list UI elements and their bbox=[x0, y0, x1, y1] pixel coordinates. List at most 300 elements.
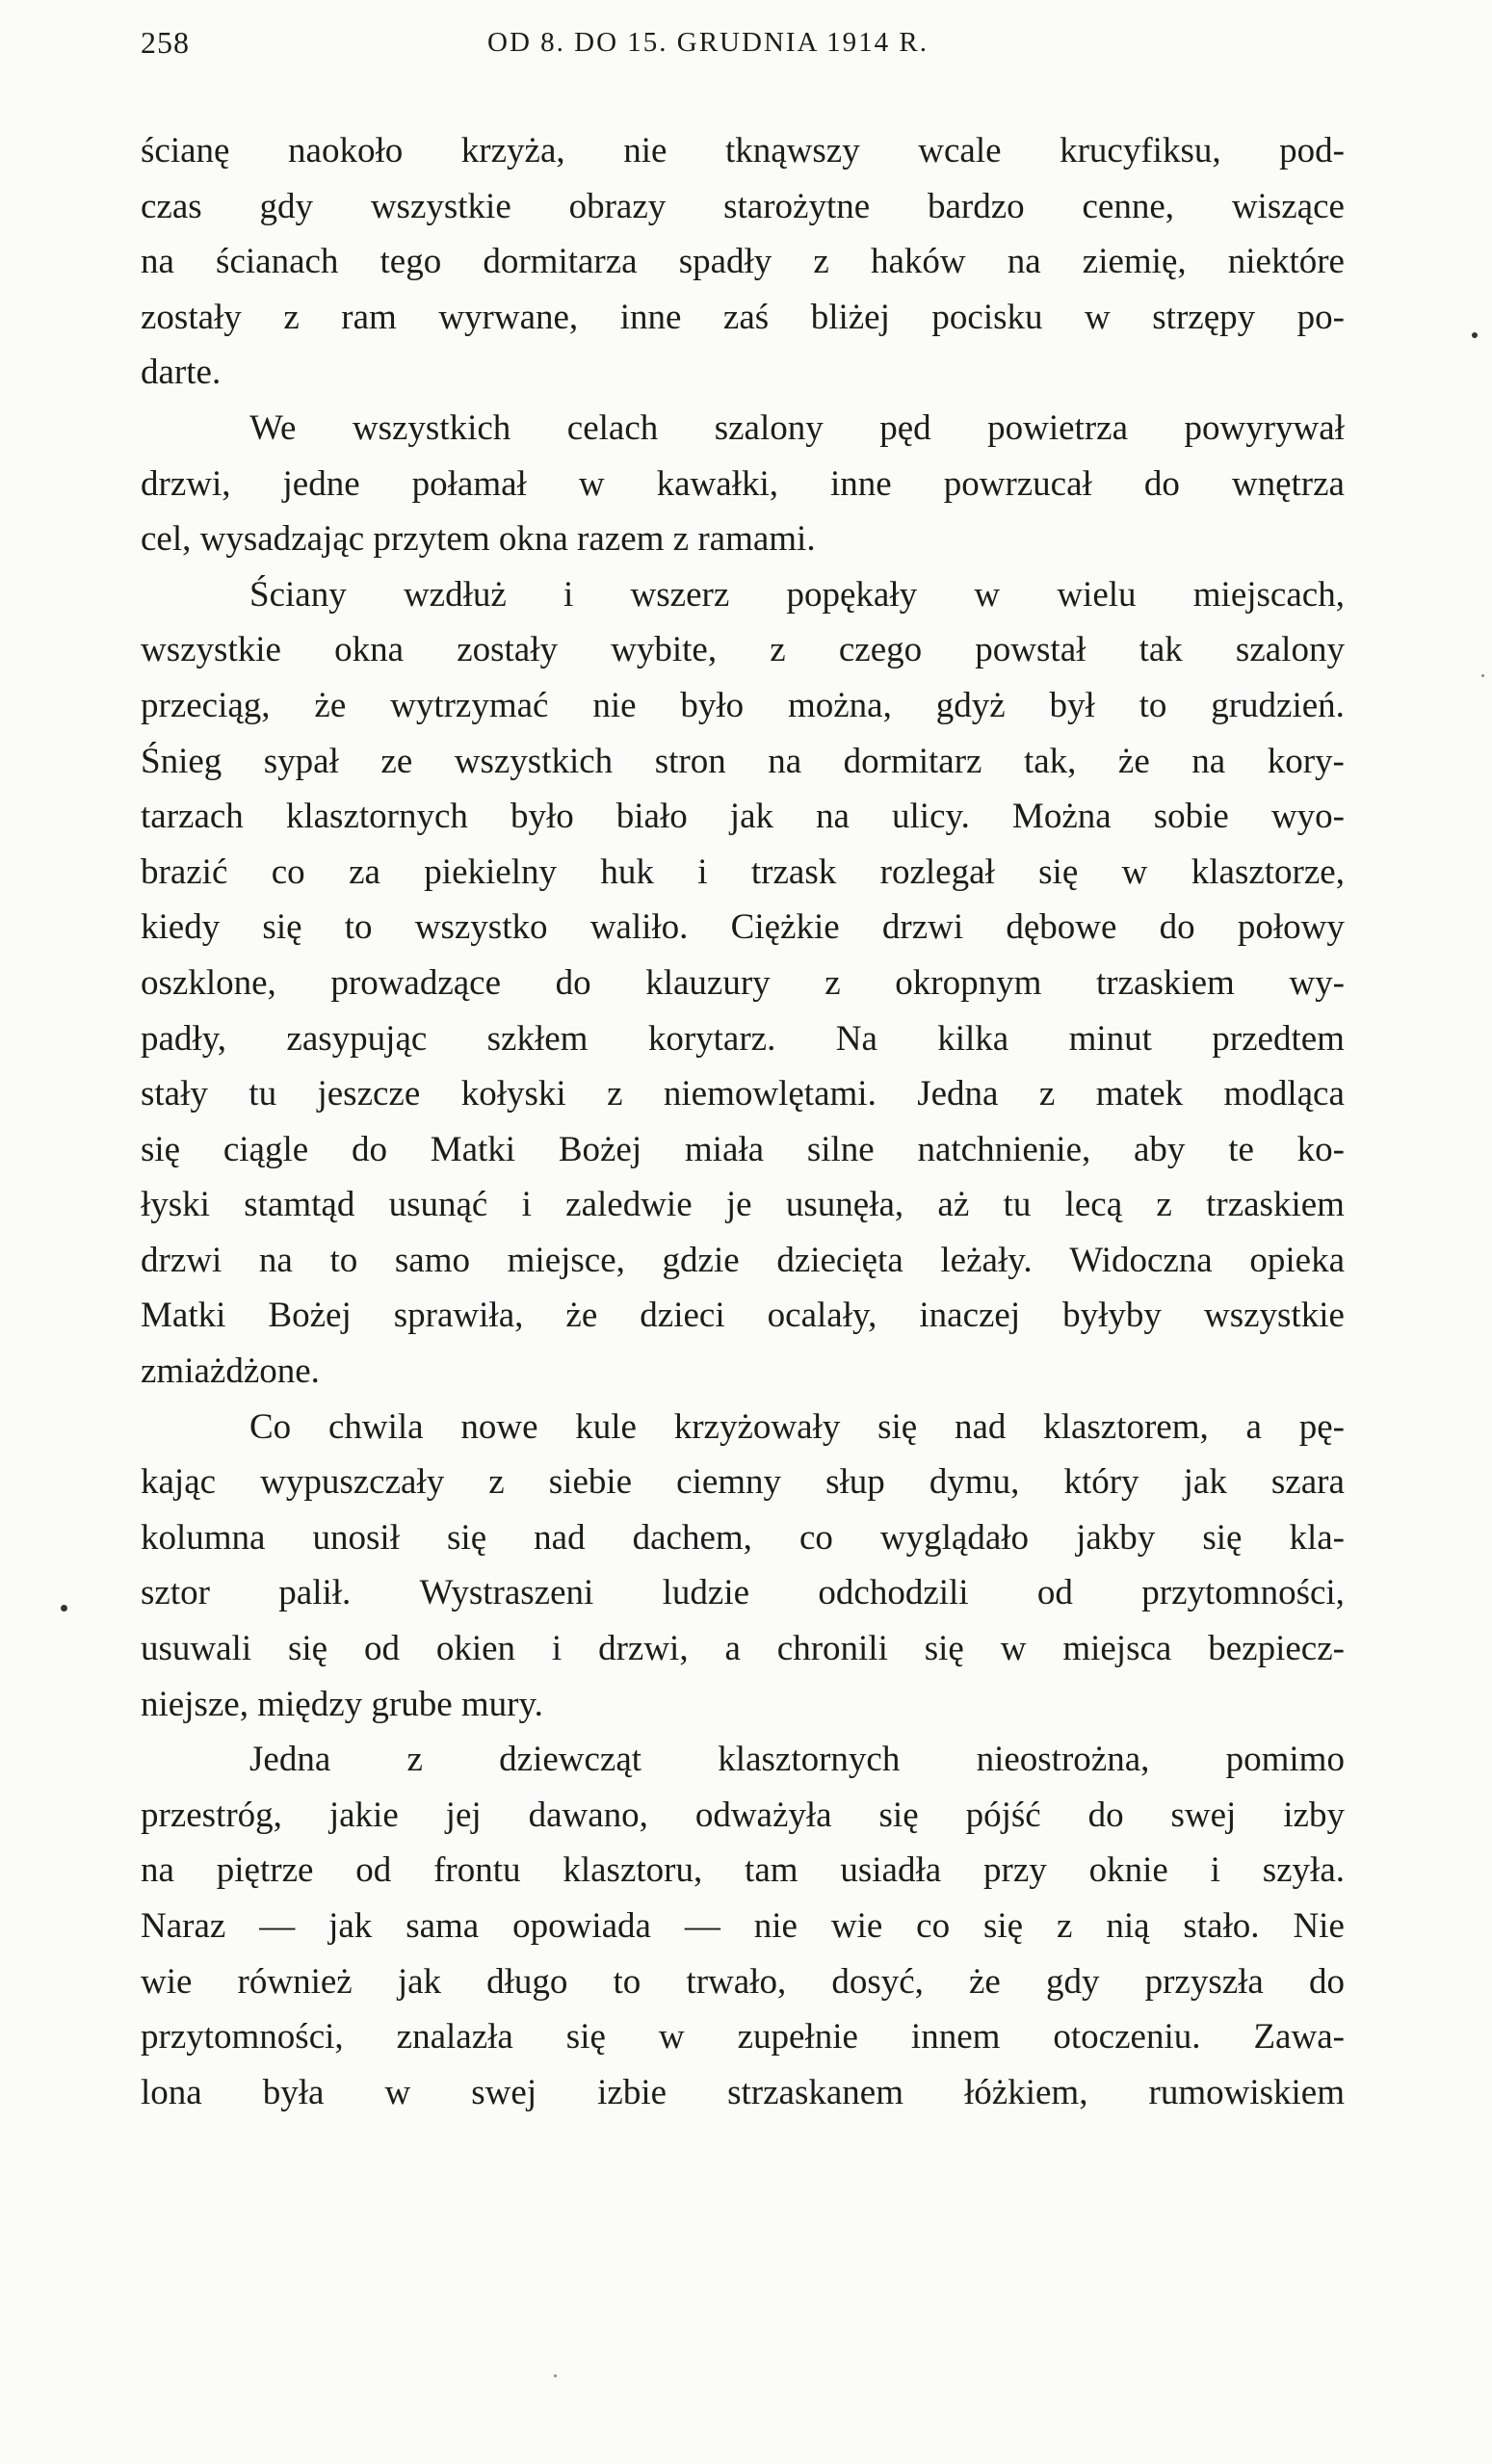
word: łyski bbox=[141, 1185, 210, 1225]
word: na bbox=[1191, 741, 1226, 781]
scan-speck bbox=[554, 2374, 557, 2377]
word: się bbox=[1038, 852, 1079, 892]
word: tu bbox=[1003, 1185, 1032, 1225]
text-line bbox=[141, 457, 1345, 512]
word: chwila bbox=[327, 1406, 424, 1447]
word: ciągle bbox=[222, 1129, 309, 1169]
word: przytomności, bbox=[141, 2017, 344, 2058]
word: strzaskanem bbox=[727, 2072, 903, 2112]
word: Bożej bbox=[558, 1129, 642, 1169]
word: trzask bbox=[750, 852, 837, 892]
text-line bbox=[141, 2009, 1345, 2065]
word: zupełnie bbox=[737, 2017, 858, 2058]
word: te bbox=[1228, 1129, 1254, 1169]
word: — bbox=[684, 1906, 720, 1946]
word: nie bbox=[753, 1906, 798, 1946]
text-line bbox=[141, 845, 1345, 901]
word: po- bbox=[1296, 297, 1345, 337]
word: zostały bbox=[141, 297, 242, 337]
word: siebie bbox=[548, 1462, 633, 1503]
word: to bbox=[613, 1961, 641, 2002]
word: silne bbox=[806, 1129, 875, 1169]
word: że bbox=[565, 1296, 598, 1336]
word: połamał bbox=[411, 463, 527, 504]
word: Matki bbox=[141, 1296, 226, 1336]
word: ko- bbox=[1296, 1129, 1345, 1169]
word: w bbox=[1085, 297, 1111, 337]
word: słup bbox=[825, 1462, 885, 1503]
word: lecą bbox=[1064, 1185, 1123, 1225]
word: wyrwane, bbox=[438, 297, 579, 337]
word: sobie bbox=[1153, 797, 1229, 837]
word: z bbox=[1156, 1185, 1172, 1225]
word: z bbox=[1038, 1074, 1056, 1114]
word: niektóre bbox=[1227, 242, 1345, 282]
word: wszystkich bbox=[352, 407, 511, 448]
word: tego bbox=[380, 242, 442, 282]
word: starożytne bbox=[723, 186, 871, 226]
word: korytarz. bbox=[647, 1018, 776, 1059]
word: dziecięta bbox=[776, 1240, 903, 1280]
word: w bbox=[658, 2017, 685, 2058]
word: gdyż bbox=[935, 685, 1006, 725]
word: Śnieg bbox=[141, 741, 222, 781]
word: na bbox=[1007, 242, 1041, 282]
word: na bbox=[258, 1240, 293, 1280]
word: było bbox=[510, 797, 574, 837]
word: wzdłuż bbox=[403, 574, 507, 615]
word: co bbox=[916, 1906, 951, 1946]
text-line bbox=[141, 123, 1345, 179]
word: szkłem bbox=[486, 1018, 589, 1059]
word: z bbox=[488, 1462, 505, 1503]
word: przy bbox=[983, 1850, 1047, 1891]
word: stało. bbox=[1183, 1906, 1260, 1946]
word: długo bbox=[486, 1961, 568, 2002]
word: dormitarz bbox=[843, 741, 982, 781]
word: połowy bbox=[1237, 907, 1345, 948]
word: czas bbox=[141, 186, 202, 226]
word: klasztorem, bbox=[1043, 1406, 1209, 1447]
word: je bbox=[725, 1185, 752, 1225]
word: ścianę bbox=[141, 131, 230, 170]
word: zostały bbox=[457, 630, 558, 670]
word: bardzo bbox=[927, 186, 1025, 226]
word: pójść bbox=[965, 1795, 1041, 1835]
word: waliło. bbox=[589, 907, 689, 948]
word: tknąwszy bbox=[724, 131, 860, 170]
word: oszklone, bbox=[141, 962, 276, 1003]
word: klauzury bbox=[645, 962, 771, 1003]
word: inne bbox=[619, 297, 682, 337]
word: Matki bbox=[430, 1129, 516, 1169]
word: z bbox=[283, 297, 300, 337]
word: izbie bbox=[597, 2072, 667, 2112]
word: to bbox=[344, 907, 373, 948]
word: klasztorze, bbox=[1191, 852, 1345, 892]
text-line bbox=[141, 678, 1345, 734]
word: strzępy bbox=[1152, 297, 1256, 337]
word: biało bbox=[615, 797, 688, 837]
word: było bbox=[680, 685, 745, 725]
word: miejsce, bbox=[507, 1240, 625, 1280]
text-line bbox=[141, 1621, 1345, 1677]
word: od bbox=[1036, 1573, 1073, 1613]
word: spadły bbox=[678, 242, 772, 282]
word: bezpiecz- bbox=[1208, 1629, 1345, 1669]
text-line bbox=[141, 1899, 1345, 1954]
word: szara bbox=[1270, 1462, 1345, 1503]
text-line bbox=[141, 1233, 1345, 1289]
word: wyglądało bbox=[879, 1517, 1030, 1558]
word: za bbox=[349, 852, 380, 892]
word: w bbox=[1121, 852, 1148, 892]
word: jak bbox=[729, 797, 773, 837]
word: a bbox=[724, 1629, 741, 1669]
word: który bbox=[1063, 1462, 1139, 1503]
text-line: zmiażdżone. bbox=[141, 1351, 320, 1392]
word: i bbox=[521, 1185, 532, 1225]
word: We bbox=[249, 407, 297, 448]
word: kla- bbox=[1289, 1517, 1345, 1558]
word: Naraz bbox=[141, 1906, 226, 1946]
word: jak bbox=[397, 1961, 442, 2002]
word: haków bbox=[870, 242, 966, 282]
word: do bbox=[1143, 463, 1180, 504]
word: się bbox=[924, 1629, 964, 1669]
word: aż bbox=[937, 1185, 970, 1225]
word: trzaskiem bbox=[1206, 1185, 1345, 1225]
word: sztor bbox=[141, 1573, 210, 1613]
word: z bbox=[1057, 1906, 1073, 1946]
word: stamtąd bbox=[244, 1185, 355, 1225]
word: wie bbox=[830, 1906, 883, 1946]
word: z bbox=[813, 242, 829, 282]
word: wszystkie bbox=[141, 630, 281, 670]
word: przedtem bbox=[1212, 1018, 1345, 1059]
word: powrzucał bbox=[943, 463, 1092, 504]
word: usiadła bbox=[840, 1850, 942, 1891]
word: kilka bbox=[937, 1018, 1009, 1059]
scan-speck bbox=[1472, 332, 1478, 338]
word: powietrza bbox=[987, 407, 1128, 448]
word: ludzie bbox=[662, 1573, 750, 1613]
word: że bbox=[314, 685, 347, 725]
word: z bbox=[770, 630, 786, 670]
text-line bbox=[141, 2065, 1345, 2121]
word: przyszła bbox=[1144, 1961, 1264, 2002]
word: czego bbox=[838, 630, 923, 670]
word: usunęła, bbox=[785, 1185, 904, 1225]
word: obrazy bbox=[568, 186, 667, 226]
word: to bbox=[329, 1240, 358, 1280]
text-line bbox=[141, 1011, 1345, 1067]
word: Nie bbox=[1293, 1906, 1345, 1946]
word: dosyć, bbox=[831, 1961, 924, 2002]
word: dziewcząt bbox=[499, 1740, 642, 1780]
word: była bbox=[262, 2072, 325, 2112]
word: przytomności, bbox=[1141, 1573, 1345, 1613]
word: do bbox=[1159, 907, 1195, 948]
page-header bbox=[141, 25, 1345, 64]
word: powyrywał bbox=[1184, 407, 1345, 448]
word: z bbox=[406, 1740, 423, 1780]
word: Widoczna bbox=[1069, 1240, 1213, 1280]
text-line bbox=[141, 1122, 1345, 1178]
word: wypuszczały bbox=[260, 1462, 445, 1503]
word: że bbox=[1117, 741, 1150, 781]
word: wielu bbox=[1057, 574, 1137, 615]
word: wcale bbox=[918, 131, 1002, 170]
word: izby bbox=[1283, 1795, 1345, 1835]
word: szalony bbox=[714, 407, 824, 448]
scan-speck bbox=[1481, 674, 1484, 677]
word: tu bbox=[249, 1074, 277, 1114]
word: inne bbox=[830, 463, 892, 504]
text-line bbox=[141, 900, 1345, 956]
word: się bbox=[1202, 1517, 1243, 1558]
word: gdzie bbox=[662, 1240, 740, 1280]
word: zasypując bbox=[286, 1018, 428, 1059]
word: kając bbox=[141, 1462, 217, 1503]
word: miała bbox=[684, 1129, 765, 1169]
word: na bbox=[816, 797, 850, 837]
word: że bbox=[969, 1961, 1001, 2002]
word: to bbox=[1139, 685, 1167, 725]
text-line bbox=[141, 1510, 1345, 1566]
word: okna bbox=[334, 630, 405, 670]
word: wiszące bbox=[1231, 186, 1345, 226]
word: piętrze bbox=[216, 1850, 314, 1891]
word: opieka bbox=[1249, 1240, 1345, 1280]
word: klasztoru, bbox=[563, 1850, 703, 1891]
word: i bbox=[563, 574, 574, 615]
text-line bbox=[141, 179, 1345, 235]
text-line bbox=[141, 1177, 1345, 1233]
word: był bbox=[1049, 685, 1095, 725]
word: Bożej bbox=[268, 1296, 352, 1336]
word: cenne, bbox=[1082, 186, 1174, 226]
word: okien bbox=[435, 1629, 516, 1669]
word: ulicy. bbox=[892, 797, 970, 837]
word: w bbox=[974, 574, 1001, 615]
word: sama bbox=[406, 1906, 480, 1946]
text-line bbox=[141, 734, 1345, 790]
text-line bbox=[141, 1066, 1345, 1122]
word: do bbox=[1308, 1961, 1345, 2002]
word: jakie bbox=[328, 1795, 399, 1835]
word: wie bbox=[141, 1961, 193, 2002]
word: w bbox=[384, 2072, 411, 2112]
word: Można bbox=[1011, 797, 1112, 837]
word: szalony bbox=[1235, 630, 1345, 670]
word: do bbox=[555, 962, 591, 1003]
word: inaczej bbox=[919, 1296, 1021, 1336]
word: drzwi bbox=[141, 1240, 222, 1280]
text-line bbox=[141, 789, 1345, 845]
word: przestróg, bbox=[141, 1795, 282, 1835]
word: unosił bbox=[312, 1517, 400, 1558]
word: od bbox=[363, 1629, 400, 1669]
word: jak bbox=[1183, 1462, 1227, 1503]
word: do bbox=[351, 1129, 387, 1169]
text-line bbox=[141, 401, 1345, 457]
text-line bbox=[141, 1565, 1345, 1621]
word: z bbox=[825, 962, 841, 1003]
word: Na bbox=[835, 1018, 877, 1059]
word: padły, bbox=[141, 1018, 227, 1059]
word: drzwi, bbox=[598, 1629, 689, 1669]
text-line bbox=[141, 622, 1345, 678]
word: wszystkie bbox=[370, 186, 511, 226]
word: a bbox=[1245, 1406, 1262, 1447]
word: się bbox=[262, 907, 302, 948]
word: co bbox=[271, 852, 305, 892]
text-line bbox=[141, 1288, 1345, 1344]
word: gdy bbox=[259, 186, 313, 226]
word: kołyski bbox=[460, 1074, 566, 1114]
text-line bbox=[141, 234, 1345, 290]
page-number: 258 bbox=[141, 25, 190, 60]
word: się bbox=[877, 1406, 918, 1447]
word: byłyby bbox=[1062, 1296, 1162, 1336]
word: klasztornych bbox=[718, 1740, 901, 1780]
word: tarzach bbox=[141, 797, 244, 837]
word: brazić bbox=[141, 852, 228, 892]
word: na bbox=[768, 741, 802, 781]
word: sprawiła, bbox=[393, 1296, 524, 1336]
word: kawałki, bbox=[656, 463, 778, 504]
word: trzaskiem bbox=[1096, 962, 1235, 1003]
word: wszerz bbox=[630, 574, 730, 615]
word: tak bbox=[1139, 630, 1183, 670]
word: innem bbox=[910, 2017, 1001, 2058]
text-line bbox=[141, 1843, 1345, 1899]
word: Ściany bbox=[249, 574, 347, 615]
word: modląca bbox=[1223, 1074, 1345, 1114]
word: krucyfiksu, bbox=[1060, 131, 1221, 170]
word: matek bbox=[1095, 1074, 1184, 1114]
word: się bbox=[287, 1629, 328, 1669]
word: chronili bbox=[776, 1629, 888, 1669]
word: stron bbox=[654, 741, 726, 781]
word: łóżkiem, bbox=[964, 2072, 1088, 2112]
word: wszystkie bbox=[1203, 1296, 1345, 1336]
word: — bbox=[259, 1906, 296, 1946]
word: jak bbox=[328, 1906, 373, 1946]
word: powstał bbox=[975, 630, 1086, 670]
word: naokoło bbox=[288, 131, 404, 170]
word: odważyła bbox=[694, 1795, 832, 1835]
word: natchnienie, bbox=[917, 1129, 1091, 1169]
word: znalazła bbox=[396, 2017, 513, 2058]
word: niemowlętami. bbox=[663, 1074, 877, 1114]
word: kiedy bbox=[141, 907, 221, 948]
word: bliżej bbox=[810, 297, 890, 337]
word: Co bbox=[249, 1406, 292, 1447]
word: stały bbox=[141, 1074, 208, 1114]
word: dymu, bbox=[929, 1462, 1020, 1503]
text-line: niejsze, między grube mury. bbox=[141, 1684, 543, 1724]
word: swej bbox=[1170, 1795, 1237, 1835]
word: pomimo bbox=[1225, 1740, 1345, 1780]
word: ścianach bbox=[216, 242, 339, 282]
word: wybite, bbox=[611, 630, 718, 670]
word: ocalały, bbox=[767, 1296, 877, 1336]
word: się bbox=[983, 1906, 1024, 1946]
word: do bbox=[1087, 1795, 1124, 1835]
word: się bbox=[878, 1795, 919, 1835]
word: aby bbox=[1134, 1129, 1186, 1169]
word: i bbox=[551, 1629, 563, 1669]
word: na bbox=[141, 242, 174, 282]
word: trwało, bbox=[686, 1961, 787, 2002]
word: Wystraszeni bbox=[419, 1573, 594, 1613]
word: pęd bbox=[879, 407, 931, 448]
word: na bbox=[141, 1850, 174, 1891]
word: dormitarza bbox=[483, 242, 638, 282]
text-line bbox=[141, 1954, 1345, 2010]
word: usuwali bbox=[141, 1629, 252, 1669]
word: krzyżowały bbox=[673, 1406, 841, 1447]
word: nią bbox=[1106, 1906, 1150, 1946]
word: zaledwie bbox=[565, 1185, 693, 1225]
text-line bbox=[141, 1400, 1345, 1455]
word: ram bbox=[341, 297, 397, 337]
word: miejscach, bbox=[1192, 574, 1345, 615]
word: Ciężkie bbox=[730, 907, 840, 948]
word: nie bbox=[623, 131, 667, 170]
word: pod- bbox=[1279, 131, 1345, 170]
word: nowe bbox=[460, 1406, 538, 1447]
word: nad bbox=[954, 1406, 1007, 1447]
word: i bbox=[1210, 1850, 1220, 1891]
word: nieostrożna, bbox=[976, 1740, 1150, 1780]
word: rumowiskiem bbox=[1148, 2072, 1345, 2112]
word: tak, bbox=[1023, 741, 1077, 781]
word: kory- bbox=[1267, 741, 1345, 781]
word: frontu bbox=[433, 1850, 521, 1891]
word: od bbox=[355, 1850, 392, 1891]
word: rozlegał bbox=[879, 852, 995, 892]
word: i bbox=[697, 852, 708, 892]
word: Jedna bbox=[917, 1074, 999, 1114]
word: gdy bbox=[1045, 1961, 1100, 2002]
word: dzieci bbox=[640, 1296, 725, 1336]
text-line bbox=[141, 1455, 1345, 1510]
word: jeszcze bbox=[317, 1074, 421, 1114]
word: wnętrza bbox=[1231, 463, 1345, 504]
word: Zawa- bbox=[1253, 2017, 1345, 2058]
word: wyo- bbox=[1270, 797, 1345, 837]
word: okropnym bbox=[895, 962, 1042, 1003]
word: leżały. bbox=[940, 1240, 1033, 1280]
word: drzwi, bbox=[141, 463, 231, 504]
word: można, bbox=[787, 685, 892, 725]
word: grudzień. bbox=[1211, 685, 1345, 725]
word: lona bbox=[141, 2072, 202, 2112]
word: nad bbox=[534, 1517, 586, 1558]
word: otoczeniu. bbox=[1053, 2017, 1201, 2058]
word: się bbox=[565, 2017, 606, 2058]
word: piekielny bbox=[424, 852, 557, 892]
body-text bbox=[141, 123, 1345, 2120]
word: co bbox=[798, 1517, 833, 1558]
word: kolumna bbox=[141, 1517, 266, 1558]
word: palił. bbox=[278, 1573, 352, 1613]
word: usunąć bbox=[388, 1185, 488, 1225]
word: jej bbox=[445, 1795, 482, 1835]
